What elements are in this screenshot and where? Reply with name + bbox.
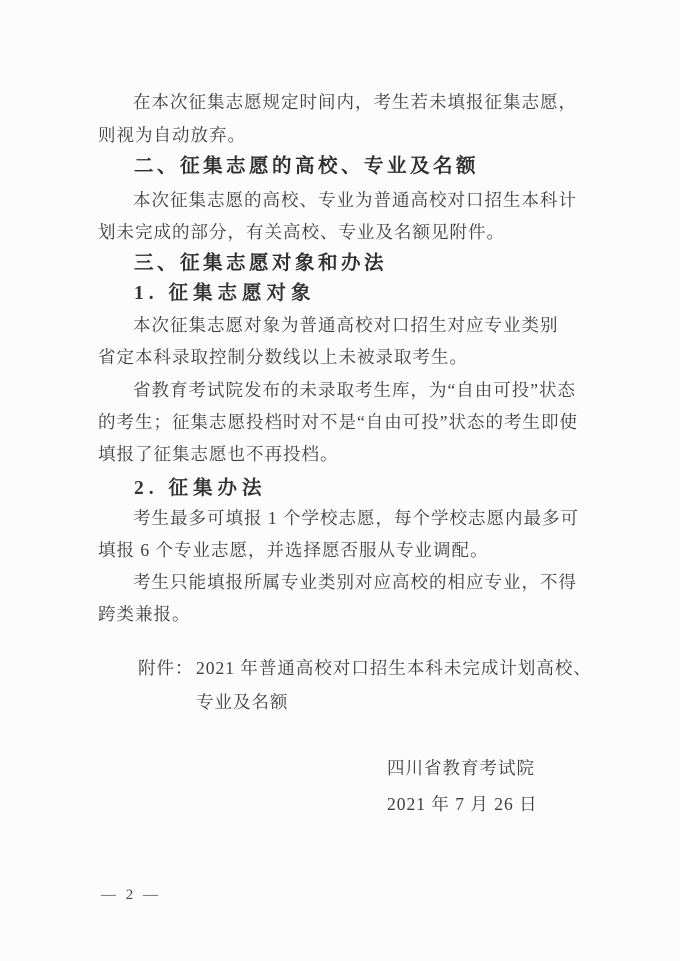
attachment-line-2: 专业及名额 (196, 692, 289, 712)
sub-2-para-1-line-1: 考生最多可填报 1 个学校志愿，每个学校志愿内最多可 (133, 508, 579, 528)
signature-date: 2021 年 7 月 26 日 (387, 794, 538, 814)
sub-1-para-1-line-1: 本次征集志愿对象为普通高校对口招生对应专业类别 (133, 315, 559, 335)
intro-line-1: 在本次征集志愿规定时间内，考生若未填报征集志愿， (133, 92, 577, 112)
sub-2-para-2-line-1: 考生只能填报所属专业类别对应高校的相应专业，不得 (133, 572, 577, 592)
attachment-title-part-1: 2021 年普通高校对口招生本科未完成计划高校、 (196, 658, 592, 678)
sub-1-para-2-line-2: 的考生；征集志愿投档时对不是“自由可投”状态的考生即使 (98, 412, 579, 432)
attachment-line-1 (138, 658, 592, 680)
sub-1-para-2-line-1: 省教育考试院发布的未录取考生库，为“自由可投”状态 (133, 380, 577, 400)
section-3-heading: 三、征集志愿对象和办法 (134, 252, 388, 274)
section-2-heading: 二、征集志愿的高校、专业及名额 (134, 155, 480, 177)
sub-2-para-2-line-2: 跨类兼报。 (98, 604, 191, 624)
section-2-body-line-1: 本次征集志愿的高校、专业为普通高校对口招生本科计 (133, 190, 577, 210)
attachment-label: 附件： (138, 658, 194, 678)
sub-1-heading: 1. 征集志愿对象 (134, 283, 316, 304)
sub-2-para-1-line-2: 填报 6 个专业志愿，并选择愿否服从专业调配。 (98, 540, 489, 560)
sub-2-heading: 2. 征集办法 (134, 478, 267, 499)
page-number: — 2 — (101, 887, 161, 903)
section-2-body-line-2: 划未完成的部分，有关高校、专业及名额见附件。 (98, 222, 505, 242)
signature-issuer: 四川省教育考试院 (387, 758, 535, 778)
intro-line-2: 则视为自动放弃。 (98, 125, 246, 145)
sub-1-para-2-line-3: 填报了征集志愿也不再投档。 (98, 444, 339, 464)
sub-1-para-1-line-2: 省定本科录取控制分数线以上未被录取考生。 (98, 347, 468, 367)
